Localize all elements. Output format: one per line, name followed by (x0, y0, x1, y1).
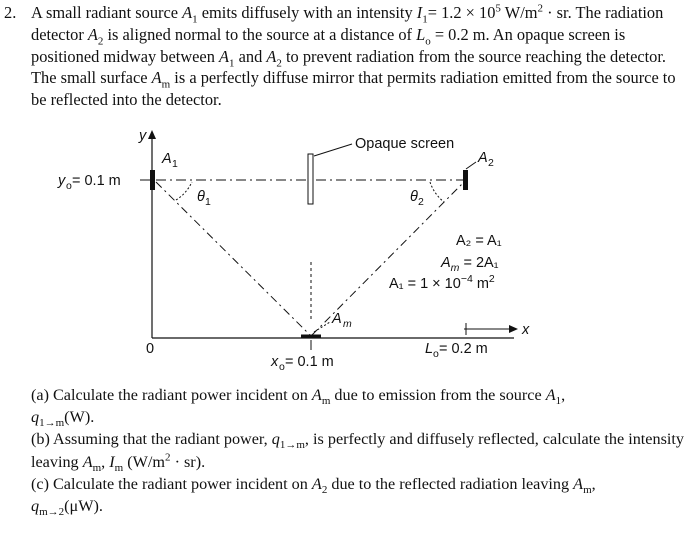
geometry-figure (52, 122, 592, 382)
theta1-label-sub: 1 (205, 196, 211, 208)
x-axis-label: x (522, 322, 530, 338)
yo-label-sub: o (66, 180, 72, 192)
lo-label-sub: o (433, 348, 439, 360)
yo-value: = 0.1 m (72, 173, 121, 189)
source-a1 (150, 170, 155, 190)
relation-a2-a1: A₂ = A₁ (456, 233, 502, 249)
origin-label: 0 (146, 341, 155, 357)
a2-label: A (478, 150, 488, 166)
am-label-sub: m (343, 318, 352, 330)
relation-am-a1: $A_m = 2A_1$ (441, 255, 499, 274)
part-b: (b) Assuming that the radiant power, $q_{1\to m}$, is perfectly and diffusely reflected, calculate the intensity leaving $A_m$, $I_m$ $(W/m^2 \cdot sr)$. (31, 430, 684, 474)
relation-a1-value: $A_1 = 1 \times 10^{-4}$ $m^2$ (389, 273, 495, 292)
y-axis-label: y (139, 128, 147, 144)
yo-label: y (58, 173, 66, 189)
theta2-label-sub: 2 (418, 196, 424, 208)
xo-label: x (271, 354, 279, 370)
problem-statement (4, 2, 690, 111)
lo-value: = 0.2 m (439, 341, 488, 357)
x-axis-arrowhead (509, 325, 518, 333)
lo-label: L (425, 341, 434, 357)
ray-a1-to-am (156, 182, 310, 335)
xo-value: = 0.1 m (285, 354, 334, 370)
screen-leader (314, 144, 352, 156)
a1-label: A (162, 151, 172, 167)
problem-text: A small radiant source $A_1$ emits diffusely with an intensity $I_1= 1.2 \times 10^5$ $W/m^2$ · sr. The radiation detector $A_2$ is aligned normal to the source at a distance of $L_o = 0.2$ m. An opaque screen is positioned midway between $A_1$ and $A_2$ to prevent radiation from the source reaching the detector. The small surface $A_m$ is a perfectly diffuse mirror that permits radiation emitted from the source to be reflected into the detector. (31, 2, 676, 110)
theta2-label: θ (410, 189, 418, 205)
part-c: (c) Calculate the radiant power incident on $A_2$ due to the reflected radiation leaving $A_m$, $q_{m\to 2}(\mu W)$. (31, 474, 596, 519)
theta2-arc (430, 182, 444, 202)
screen-label: Opaque screen (355, 136, 455, 152)
a1-label-sub: 1 (172, 158, 178, 170)
xo-label-sub: o (279, 361, 285, 373)
question-parts (31, 384, 687, 517)
part-a: (a) Calculate the radiant power incident on $A_m$ due to emission from the source $A_1$, $q_{1\to m}(W)$. (31, 386, 566, 430)
detector-a2 (463, 170, 468, 190)
a2-label-sub: 2 (488, 157, 494, 169)
problem-number: 2. (4, 3, 17, 22)
y-axis-arrowhead (148, 130, 156, 139)
theta1-label: θ (197, 189, 205, 205)
a2-leader (466, 162, 476, 169)
am-label: A (332, 311, 342, 327)
theta1-arc (176, 182, 192, 200)
opaque-screen (308, 154, 313, 204)
